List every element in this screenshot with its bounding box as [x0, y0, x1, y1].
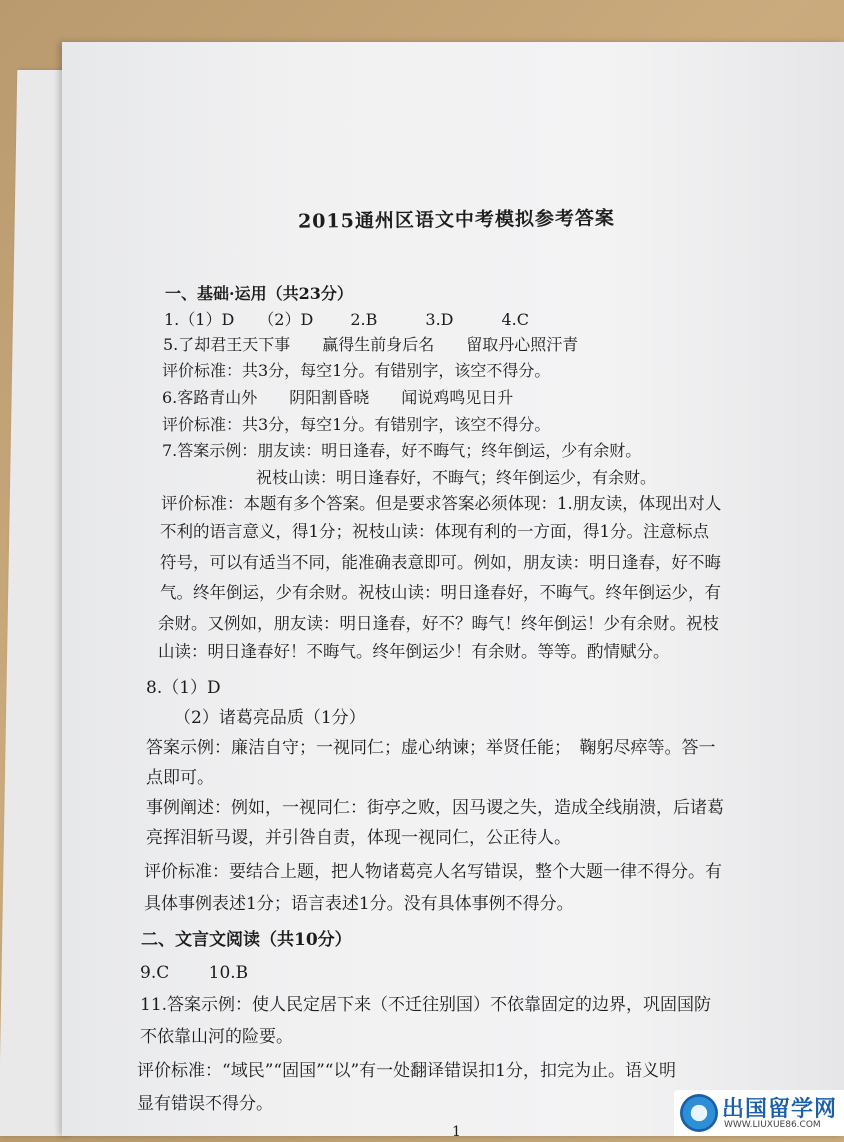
site-logo-icon — [680, 1094, 718, 1132]
answer-line: 事例阐述：例如，一视同仁：街亭之败，因马谡之失，造成全线崩溃，后诸葛 — [146, 798, 724, 818]
answer-line: 5.了却君王天下事 赢得生前身后名 留取丹心照汗青 — [163, 335, 579, 354]
answer-line: 评价标准：要结合上题，把人物诸葛亮人名写错误，整个大题一律不得分。有 — [144, 862, 722, 882]
answer-line: 显有错误不得分。 — [137, 1094, 273, 1114]
section-heading-classical-reading: 二、文言文阅读（共10分） — [141, 930, 352, 950]
answer-line: 符号，可以有适当不同，能准确表意即可。例如，朋友读：明日逢春，好不晦 — [160, 553, 721, 572]
answer-line: 不依靠山河的险要。 — [140, 1027, 293, 1047]
answer-line: 山读：明日逢春好！不晦气。终年倒运少！有余财。等等。酌情赋分。 — [158, 642, 670, 661]
answer-line: 评价标准：“域民”“固国”“以”有一处翻译错误扣1分，扣完为止。语义明 — [137, 1061, 676, 1081]
answer-line: 7.答案示例：朋友读：明日逢春，好不晦气；终年倒运，少有余财。 — [162, 441, 642, 460]
answer-line: 11.答案示例：使人民定居下来（不迁往别国）不依靠固定的边界，巩固国防 — [140, 995, 712, 1015]
answer-line: 具体事例表述1分；语言表述1分。没有具体事例不得分。 — [144, 894, 574, 914]
answer-line: 评价标准：共3分，每空1分。有错别字，该空不得分。 — [162, 415, 551, 434]
answer-line: 亮挥泪斩马谡，并引咎自责，体现一视同仁，公正待人。 — [146, 828, 571, 848]
answer-line: 祝枝山读：明日逢春好，不晦气；终年倒运少，有余财。 — [256, 468, 657, 487]
answer-line: 8.（1）D — [146, 678, 221, 698]
answer-line: 9.C 10.B — [140, 963, 249, 983]
answer-line: 评价标准：共3分，每空1分。有错别字，该空不得分。 — [162, 361, 551, 380]
answer-line: 余财。又例如，朋友读：明日逢春，好不？晦气！终年倒运！少有余财。祝枝 — [158, 614, 719, 633]
answer-line: 评价标准：本题有多个答案。但是要求答案必须体现：1.朋友读，体现出对人 — [161, 494, 722, 513]
answer-line: （2）诸葛亮品质（1分） — [174, 708, 366, 728]
answer-line: 点即可。 — [146, 768, 214, 788]
watermark-url: WWW.LIUXUE86.COM — [724, 1120, 821, 1130]
answer-line: 答案示例：廉洁自守；一视同仁；虚心纳谏；举贤任能； 鞠躬尽瘁等。答一 — [146, 738, 716, 758]
document-title: 2015通州区语文中考模拟参考答案 — [297, 207, 615, 233]
answer-line: 气。终年倒运，少有余财。祝枝山读：明日逢春好，不晦气。终年倒运少，有 — [160, 583, 721, 602]
answer-line: 1.（1）D （2）D 2.B 3.D 4.C — [164, 310, 529, 329]
answer-line: 不利的语言意义，得1分；祝枝山读：体现有利的一方面，得1分。注意标点 — [160, 522, 709, 541]
site-watermark — [674, 1090, 844, 1136]
watermark-title: 出国留学网 — [722, 1097, 838, 1122]
section-heading-basics: 一、基础·运用（共23分） — [165, 284, 353, 303]
answer-line: 6.客路青山外 阴阳割昏晓 闻说鸡鸣见日升 — [162, 388, 514, 407]
page-number: 1 — [452, 1124, 461, 1140]
